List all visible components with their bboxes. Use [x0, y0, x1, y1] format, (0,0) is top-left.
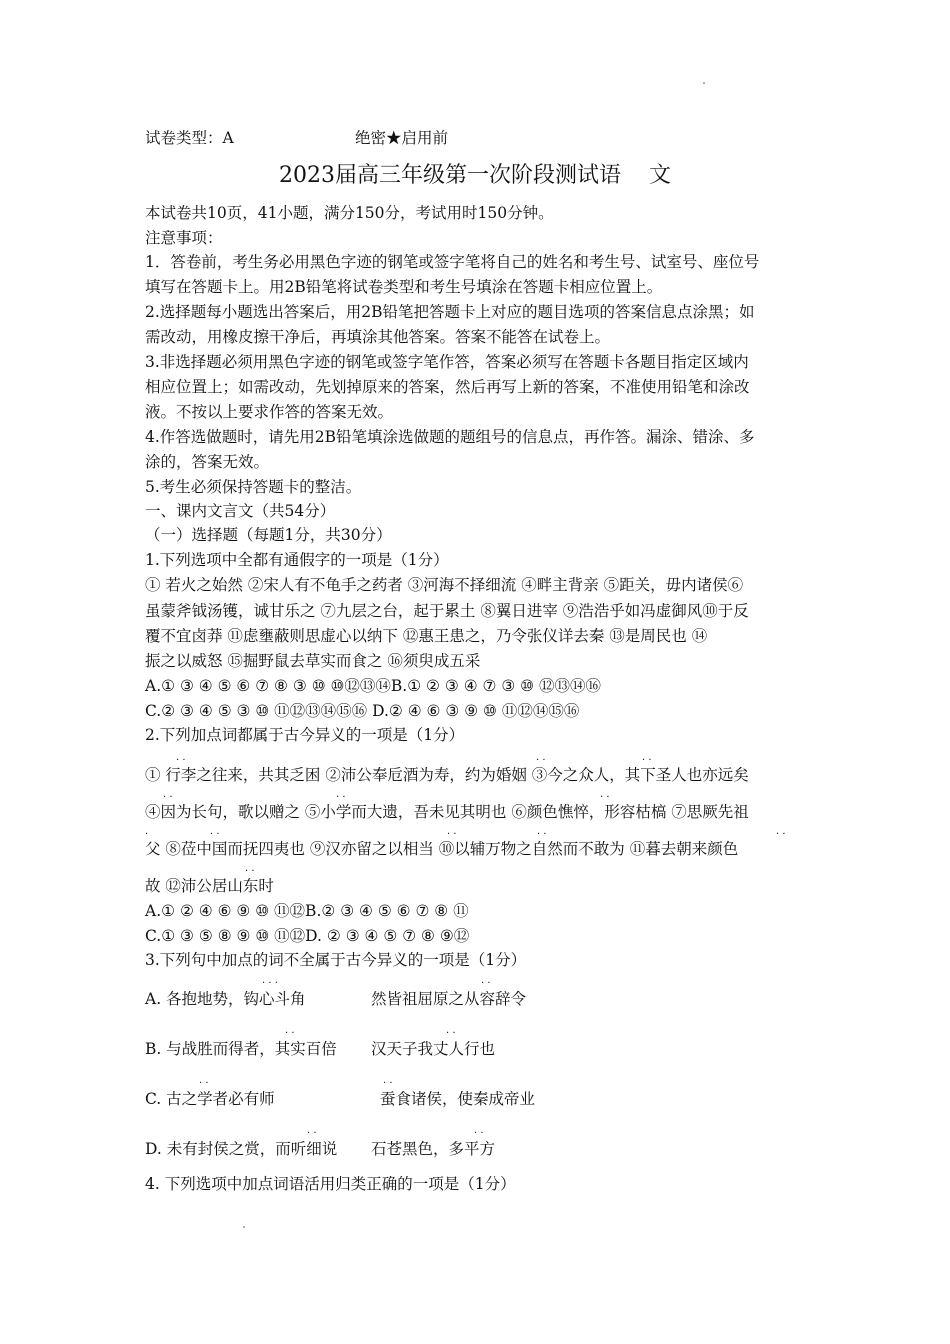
question-1-option: C.② ③ ④ ⑤ ③ ⑩ ⑪⑫⑬⑭⑮⑯ D.② ④ ⑥ ③ ⑨ ⑩ ⑪⑫⑭⑮⑯	[145, 702, 580, 720]
emphasis-dot: · ·	[307, 1128, 317, 1139]
question-2-text: 父 ⑧莅中国而抚四夷也 ⑨汉亦留之以相当 ⑩以辅万物之自然而不敢为 ⑪暮去朝来颜色	[145, 840, 739, 858]
question-1-text: 覆不宜卤莽 ⑪虑壅蔽则思虚心以纳下 ⑫惠王患之，乃令张仪详去秦 ⑬是周民也 ⑭	[145, 627, 708, 645]
emphasis-dot: · ·	[776, 829, 786, 840]
paper-type: 试卷类型：A	[145, 129, 234, 147]
question-2-option: C.① ③ ⑤ ⑧ ⑨ ⑩ ⑪⑫D. ② ③ ④ ⑤ ⑦ ⑧ ⑨⑫	[145, 927, 470, 945]
emphasis-dot: · ·	[199, 1078, 209, 1089]
question-3-option-b: B. 与战胜而得者，其实百倍	[145, 1040, 337, 1058]
question-1-option: A.① ③ ④ ⑤ ⑥ ⑦ ⑧ ③ ⑩ ⑩⑫⑬⑭B.① ② ③ ④ ⑦ ③ ⑩ ⑫⑬⑭⑯	[145, 677, 601, 695]
corner-dot-top	[703, 82, 705, 84]
emphasis-dot: · ·	[474, 1128, 484, 1139]
section-subheading: （一）选择题（每题1分，共30分）	[145, 526, 392, 544]
question-3-option-b-second: 汉天子我丈人行也	[371, 1040, 496, 1058]
emphasis-dot: · ·	[537, 829, 547, 840]
question-1-text: 振之以威怒 ⑮掘野鼠去草实而食之 ⑯须臾成五采	[145, 652, 481, 670]
question-2-text: ① 行李之往来，共其乏困 ②沛公奉卮酒为寿，约为婚姻 ③今之众人，其下圣人也亦远矣	[145, 766, 749, 784]
emphasis-dot: · ·	[210, 829, 220, 840]
page-title: 2023届高三年级第一次阶段测试语 文	[279, 163, 671, 188]
question-3-option-c-second: 蚕食诸侯，使秦成帝业	[380, 1090, 536, 1108]
notice-line: 3.非选择题必须用黑色字迹的钢笔或签字笔作答，答案必须写在答题卡各题目指定区域内	[145, 353, 749, 371]
question-3-option-a: A. 各抱地势，钩心斗角	[145, 990, 306, 1008]
confidential-label: 绝密★启用前	[355, 129, 449, 147]
notice-line: 4.作答选做题时，请先用2B铅笔填涂选做题的题组号的信息点，再作答。漏涂、错涂、多	[145, 428, 755, 446]
emphasis-dot: · ·	[481, 978, 491, 989]
emphasis-dot: · ·	[536, 755, 546, 766]
question-3-option-d: D. 未有封侯之赏，而听细说	[145, 1140, 338, 1158]
question-3-stem: 3.下列句中加点的词不全属于古今异义的一项是（1分）	[145, 951, 527, 969]
question-3-option-d-second: 石苍黑色，多平方	[371, 1140, 496, 1158]
notice-heading: 注意事项：	[145, 229, 223, 247]
notice-line: 填写在答题卡上。用2B铅笔将试卷类型和考生号填涂在答题卡相应位置上。	[145, 278, 663, 296]
notice-line: 涂的，答案无效。	[145, 453, 270, 471]
question-2-option: A.① ② ④ ⑥ ⑨ ⑩ ⑪⑫B.② ③ ④ ⑤ ⑥ ⑦ ⑧ ⑪	[145, 902, 469, 920]
notice-line: 液。不按以上要求作答的答案无效。	[145, 403, 394, 421]
emphasis-dot: · ·	[446, 1028, 456, 1039]
notice-line: 2.选择题每小题选出答案后，用2B铅笔把答题卡上对应的题目选项的答案信息点涂黑；如	[145, 303, 755, 321]
emphasis-dot: · ·	[336, 792, 346, 803]
emphasis-dot: · · ·	[262, 978, 278, 989]
notice-line: 1．答卷前，考生务必用黑色字迹的钢笔或签字笔将自己的姓名和考生号、试室号、座位号	[145, 253, 760, 271]
question-1-text: ① 若火之始然 ②宋人有不龟手之药者 ③河海不择细流 ④畔主背亲 ⑤距关，毋内诸侯⑥	[145, 576, 744, 594]
notice-line: 相应位置上；如需改动，先划掉原来的答案，然后再写上新的答案，不准使用铅笔和涂改	[145, 378, 750, 396]
emphasis-dot: · ·	[447, 829, 457, 840]
emphasis-dot: · ·	[245, 866, 255, 877]
emphasis-dot: · ·	[642, 755, 652, 766]
notice-line: 5.考生必须保持答题卡的整洁。	[145, 478, 362, 496]
question-2-text: ④因为长句，歌以赠之 ⑤小学而大遗，吾未见其明也 ⑥颜色憔悴，形容枯槁 ⑦思厥先祖	[145, 803, 749, 821]
question-2-stem: 2.下列加点词都属于古今异义的一项是（1分）	[145, 726, 465, 744]
emphasis-dot: · ·	[600, 792, 610, 803]
exam-summary: 本试卷共10页，41小题，满分150分，考试用时150分钟。	[145, 204, 554, 222]
question-1-text: 虽蒙斧钺汤镬，诚甘乐之 ⑦九层之台，起于累土 ⑧翼日进宰 ⑨浩浩乎如冯虚御风⑩于反	[145, 602, 749, 620]
emphasis-dot: · ·	[285, 1028, 295, 1039]
question-1-stem: 1.下列选项中全都有通假字的一项是（1分）	[145, 551, 449, 569]
emphasis-dot: · ·	[176, 755, 186, 766]
section-heading: 一、课内文言文（共54分）	[145, 502, 336, 520]
emphasis-dot: · ·	[163, 792, 173, 803]
emphasis-dot: · ·	[383, 1078, 393, 1089]
question-3-option-a-second: 然皆祖屈原之从容辞令	[371, 990, 527, 1008]
question-3-option-c: C. 古之学者必有师	[145, 1090, 275, 1108]
question-2-text: 故 ⑫沛公居山东时	[145, 877, 274, 895]
notice-line: 需改动，用橡皮擦干净后，再填涂其他答案。答案不能答在试卷上。	[145, 328, 611, 346]
emphasis-dot: ·	[145, 829, 149, 840]
corner-dot-bottom	[243, 1226, 245, 1228]
question-4-stem: 4. 下列选项中加点词语活用归类正确的一项是（1分）	[145, 1175, 516, 1193]
